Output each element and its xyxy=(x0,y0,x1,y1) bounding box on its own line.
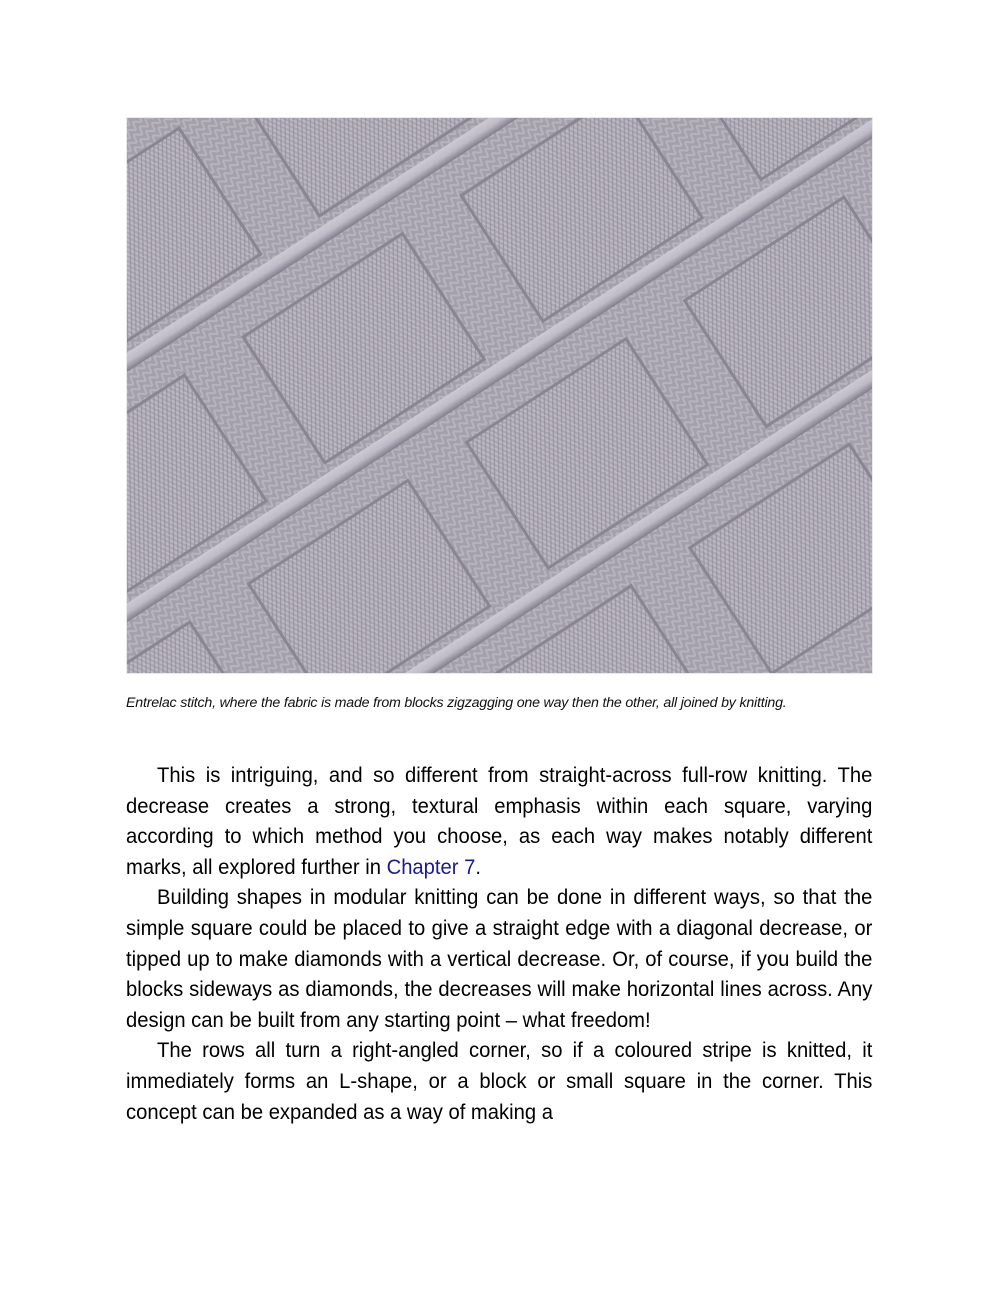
paragraph-3: The rows all turn a right-angled corner, so if a coloured stripe is knitted, it immediately forms an L-shape, or a block or small square in the corner. This concept can be expanded as a way of making a xyxy=(126,1038,873,1124)
paragraph-1-end: . xyxy=(475,854,481,879)
body-text xyxy=(126,760,872,1127)
entrelac-photo xyxy=(126,117,873,674)
paragraph-1-text: This is intriguing, and so different from straight-across full-row knitting. The decrease creates a strong, textural emphasis within each square, varying according to which method you choose, as each way makes notably different marks, all explored further in xyxy=(126,763,873,879)
figure-caption: Entrelac stitch, where the fabric is made from blocks zigzagging one way then the other, all joined by knitting. xyxy=(126,695,787,711)
paragraph-2: Building shapes in modular knitting can be done in different ways, so that the simple square could be placed to give a straight edge with a diagonal decrease, or tipped up to make diamonds with a vertical decrease. Or, of course, if you build the blocks sideways as diamonds, the decreases will make horizontal lines across. Any design can be built from any starting point – what freedom! xyxy=(126,885,873,1032)
chapter-7-link[interactable]: Chapter 7 xyxy=(386,854,476,879)
paragraph-1 xyxy=(126,760,872,882)
knitted-fabric-image xyxy=(126,117,873,674)
